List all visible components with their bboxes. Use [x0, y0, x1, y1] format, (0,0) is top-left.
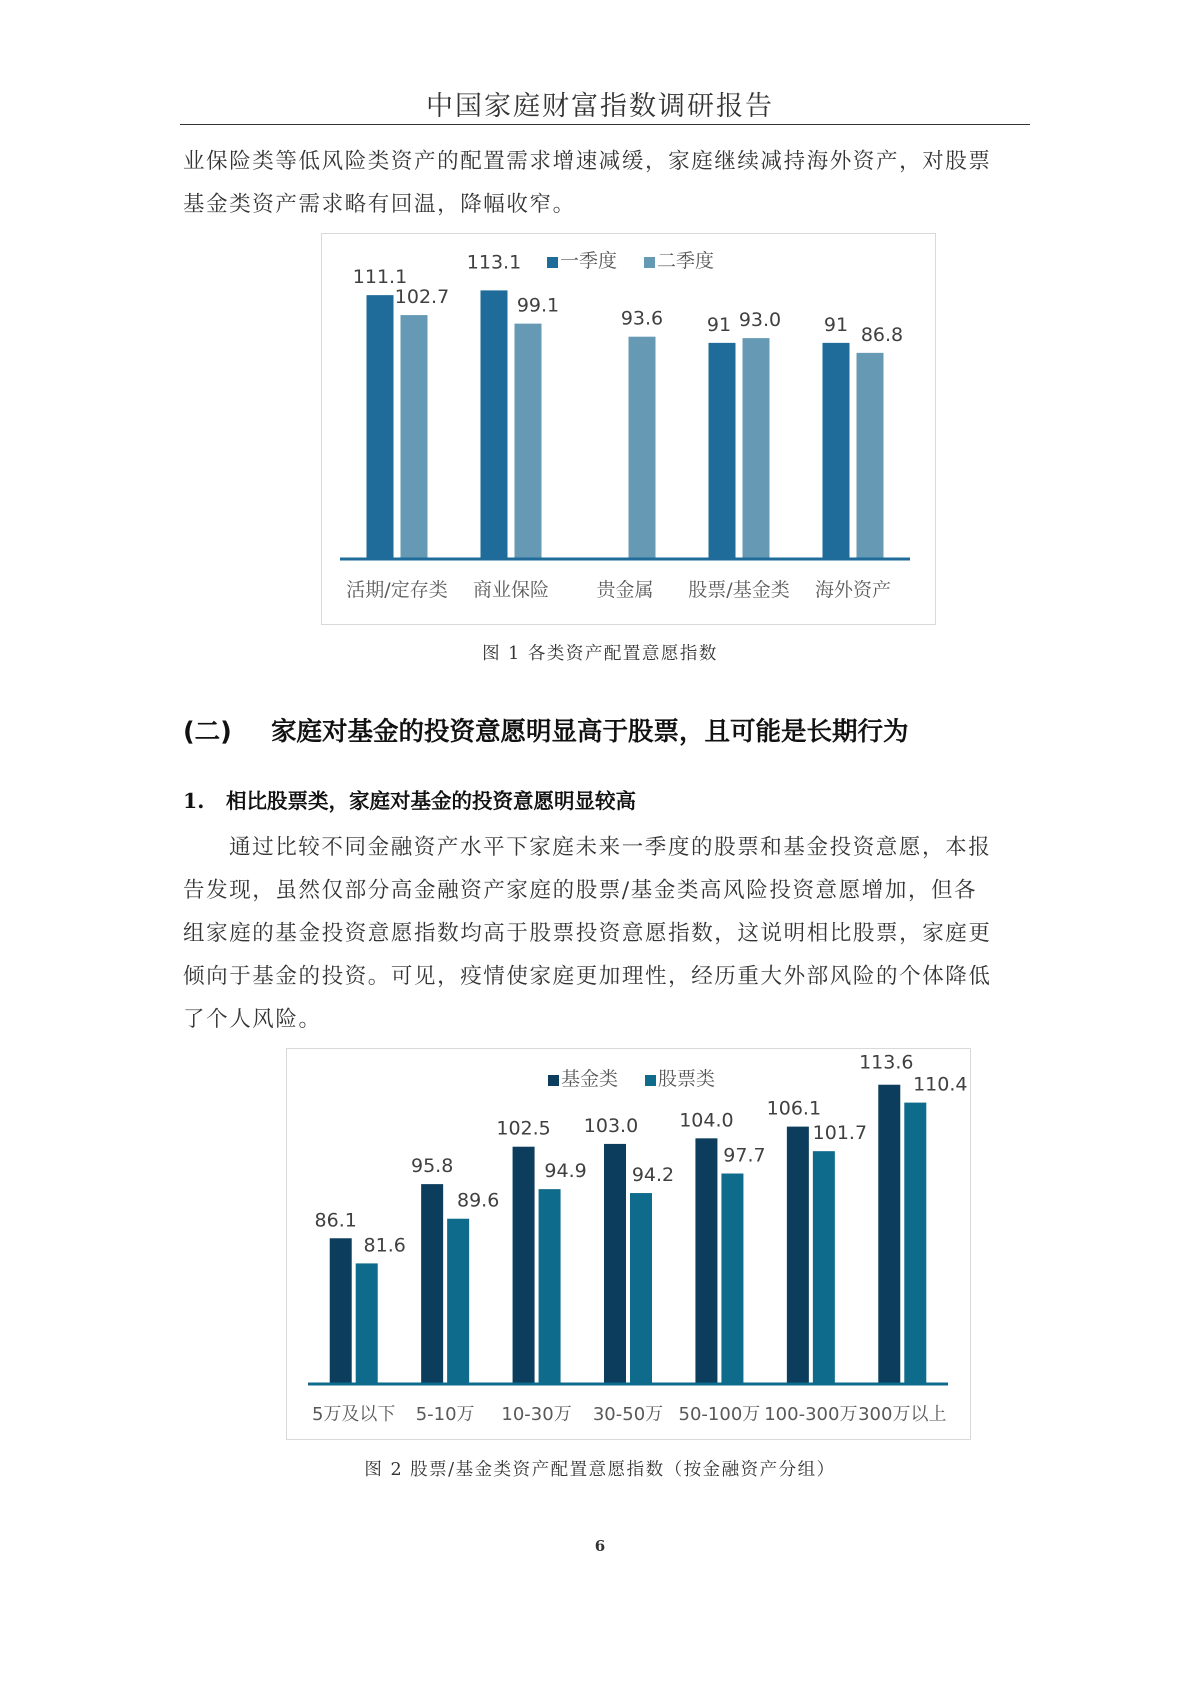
bar-0-0	[330, 1238, 352, 1384]
data-label-1-4: 86.8	[860, 323, 904, 346]
body-line-5: 了个人风险。	[183, 1007, 322, 1032]
category-label-2: 10-30万	[501, 1404, 572, 1425]
data-label-1-3: 93.0	[738, 309, 782, 332]
data-label-0-1: 113.1	[466, 251, 522, 274]
data-label-0-5: 106.1	[766, 1097, 822, 1120]
legend-swatch-0	[548, 1075, 559, 1086]
data-label-0-1: 95.8	[410, 1155, 454, 1178]
data-label-1-4: 97.7	[723, 1144, 766, 1167]
figure-1-caption: 图 1 各类资产配置意愿指数	[482, 644, 718, 664]
legend-swatch-1	[645, 1075, 656, 1086]
legend-label-1: 股票类	[658, 1068, 716, 1090]
category-label-5: 100-300万	[764, 1404, 858, 1425]
section-number: (二)	[183, 717, 232, 747]
category-label-6: 300万以上	[858, 1404, 947, 1425]
bar-0-0	[367, 295, 394, 559]
data-label-1-1: 89.6	[456, 1189, 500, 1212]
bar-1-2	[629, 337, 656, 559]
bar-0-3	[709, 343, 736, 559]
bar-1-4	[721, 1174, 743, 1384]
data-label-0-4: 104.0	[679, 1109, 734, 1132]
page-header-title: 中国家庭财富指数调研报告	[426, 91, 774, 122]
bar-1-3	[630, 1193, 652, 1384]
category-label-3: 股票/基金类	[688, 579, 790, 601]
section-title: 家庭对基金的投资意愿明显高于股票，且可能是长期行为	[271, 717, 909, 747]
category-label-1: 5-10万	[415, 1404, 475, 1425]
category-label-3: 30-50万	[592, 1404, 664, 1425]
bar-1-1	[447, 1219, 469, 1384]
body-line-1-text: 通过比较不同金融资产水平下家庭未来一季度的股票和基金投资意愿，本报	[229, 835, 992, 860]
data-label-1-0: 102.7	[394, 286, 450, 309]
body-paragraph	[183, 826, 1028, 1041]
body-line-1	[183, 826, 1028, 869]
data-label-0-0: 86.1	[314, 1209, 357, 1232]
figure-2-chart	[286, 1048, 971, 1440]
intro-line-2: 基金类资产需求略有回温，降幅收窄。	[183, 192, 576, 217]
legend-swatch-1	[644, 257, 655, 268]
figure-1-chart	[321, 233, 936, 625]
data-label-0-2: 102.5	[496, 1117, 551, 1140]
data-label-1-6: 110.4	[913, 1073, 968, 1096]
body-line-4: 倾向于基金的投资。可见，疫情使家庭更加理性，经历重大外部风险的个体降低	[183, 964, 992, 989]
subsection-number: 1.	[183, 789, 205, 813]
figure-2-svg	[287, 1049, 970, 1439]
data-label-1-3: 94.2	[631, 1164, 675, 1187]
bar-0-5	[787, 1127, 809, 1384]
bar-0-1	[481, 290, 508, 559]
figure-2-caption: 图 2 股票/基金类资产配置意愿指数（按金融资产分组）	[364, 1460, 836, 1480]
bar-1-0	[401, 315, 428, 559]
page-number: 6	[594, 1537, 606, 1555]
bar-1-4	[857, 353, 884, 559]
data-label-0-3: 91	[706, 313, 732, 336]
data-label-1-2: 93.6	[620, 307, 664, 330]
bar-0-2	[513, 1147, 535, 1384]
category-label-0: 5万及以下	[311, 1404, 396, 1425]
body-line-3: 组家庭的基金投资意愿指数均高于股票投资意愿指数，这说明相比股票，家庭更	[183, 921, 992, 946]
category-label-4: 海外资产	[814, 579, 892, 601]
bar-0-4	[823, 343, 850, 559]
legend-label-0: 一季度	[560, 250, 618, 272]
chart-legend	[547, 250, 714, 272]
category-label-4: 50-100万	[678, 1404, 761, 1425]
bar-0-4	[695, 1138, 717, 1384]
bar-1-3	[743, 338, 770, 559]
data-label-1-1: 99.1	[516, 294, 560, 317]
bar-1-5	[813, 1151, 835, 1384]
legend-label-1: 二季度	[657, 250, 715, 272]
bar-0-3	[604, 1144, 626, 1384]
data-label-0-6: 113.6	[859, 1051, 914, 1074]
data-label-0-4: 91	[823, 313, 849, 336]
legend-label-0: 基金类	[561, 1068, 619, 1090]
bar-0-6	[878, 1085, 900, 1384]
bar-1-6	[904, 1103, 926, 1384]
chart-legend	[548, 1068, 715, 1090]
legend-swatch-0	[547, 257, 558, 268]
data-label-1-0: 81.6	[363, 1234, 406, 1257]
category-label-0: 活期/定存类	[346, 579, 448, 601]
bar-1-1	[515, 324, 542, 559]
data-label-0-3: 103.0	[583, 1114, 639, 1137]
intro-line-1: 业保险类等低风险类资产的配置需求增速减缓，家庭继续减持海外资产，对股票	[183, 149, 992, 174]
category-label-1: 商业保险	[472, 579, 550, 601]
body-line-2: 告发现，虽然仅部分高金融资产家庭的股票/基金类高风险投资意愿增加，但各	[183, 878, 978, 903]
bar-1-2	[539, 1189, 561, 1384]
figure-1-svg	[322, 234, 935, 624]
subsection-heading	[183, 784, 636, 814]
intro-paragraph	[183, 140, 1028, 226]
bar-1-0	[356, 1263, 378, 1384]
header-divider	[180, 124, 1030, 125]
data-label-0-0: 111.1	[352, 266, 408, 289]
subsection-title: 相比股票类，家庭对基金的投资意愿明显较高	[226, 789, 636, 813]
data-label-1-5: 101.7	[812, 1122, 868, 1145]
data-label-1-2: 94.9	[544, 1160, 587, 1183]
category-label-2: 贵金属	[596, 579, 654, 601]
bar-0-1	[421, 1184, 443, 1384]
section-heading	[183, 712, 909, 748]
